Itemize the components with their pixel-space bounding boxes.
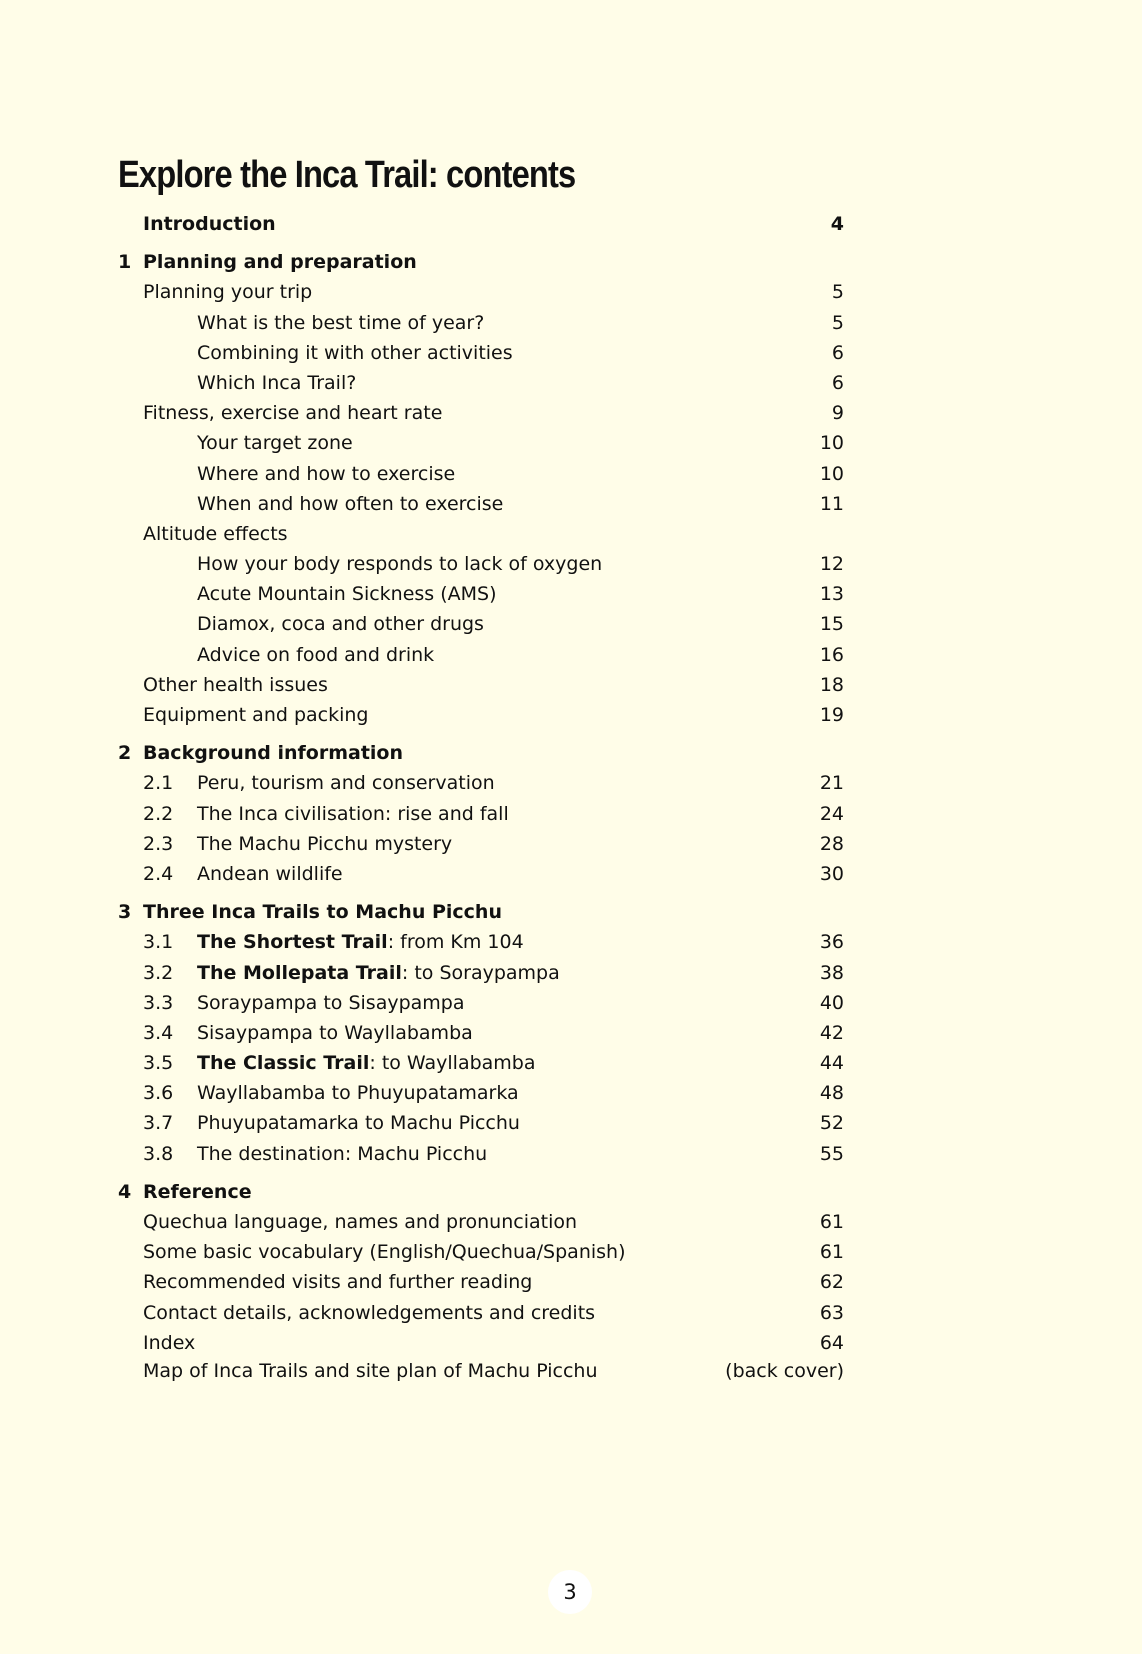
toc-entry-title-bold: The Classic Trail bbox=[197, 1052, 370, 1075]
toc-entry bbox=[118, 579, 844, 609]
toc-entry-title bbox=[197, 368, 356, 398]
toc-entry-title bbox=[143, 1177, 252, 1207]
toc-entry-title-text: Acute Mountain Sickness (AMS) bbox=[197, 583, 497, 606]
toc-section-heading bbox=[118, 897, 844, 927]
toc-entry-page: 38 bbox=[819, 961, 844, 984]
toc-entry bbox=[118, 640, 844, 670]
toc-entry bbox=[118, 1267, 844, 1297]
toc-entry-page: 52 bbox=[819, 1112, 844, 1135]
toc-entry-page: 64 bbox=[819, 1331, 844, 1354]
toc-entry-title-text: Combining it with other activities bbox=[197, 341, 513, 364]
toc-entry bbox=[118, 1078, 844, 1108]
toc-entry bbox=[118, 1108, 844, 1138]
toc-entry-title-text: Andean wildlife bbox=[197, 862, 343, 885]
toc-entry-page: 61 bbox=[819, 1241, 844, 1264]
toc-entry-title bbox=[197, 640, 434, 670]
toc-entry bbox=[118, 398, 844, 428]
toc-entry-title-text: The destination: Machu Picchu bbox=[197, 1142, 488, 1165]
toc-entry-title-text: Planning and preparation bbox=[143, 251, 417, 274]
toc-entry bbox=[118, 1048, 844, 1078]
toc-entry-title bbox=[143, 897, 502, 927]
toc-entry-title bbox=[197, 338, 513, 368]
toc-entry-number: 3.5 bbox=[143, 1052, 174, 1075]
toc-entry-number: 3.6 bbox=[143, 1082, 174, 1105]
toc-entry bbox=[118, 799, 844, 829]
toc-entry-title bbox=[197, 799, 509, 829]
toc-entry-number: 3.2 bbox=[143, 961, 174, 984]
toc-entry-page: 4 bbox=[830, 213, 844, 235]
toc-entry-title bbox=[197, 768, 495, 798]
toc-entry-title-text: Reference bbox=[143, 1180, 252, 1203]
toc-entry-number: 2 bbox=[118, 742, 132, 765]
toc-entry-title bbox=[143, 670, 328, 700]
toc-entry-title bbox=[197, 579, 497, 609]
toc-entry-number: 2.2 bbox=[143, 802, 174, 825]
toc-section-heading bbox=[118, 738, 844, 768]
toc-entry-title-text: Peru, tourism and conservation bbox=[197, 772, 495, 795]
toc-entry-page: 40 bbox=[819, 991, 844, 1014]
toc-entry-page: 13 bbox=[819, 583, 844, 606]
toc-entry-title bbox=[197, 958, 560, 988]
toc-entry-number: 3.7 bbox=[143, 1112, 174, 1135]
toc-entry bbox=[118, 1358, 844, 1384]
toc-entry-title-text: : from Km 104 bbox=[387, 931, 524, 954]
toc-entry bbox=[118, 277, 844, 307]
toc-entry-title bbox=[197, 489, 503, 519]
toc-entry bbox=[118, 829, 844, 859]
toc-entry-page: 5 bbox=[831, 311, 844, 334]
toc-entry bbox=[118, 428, 844, 458]
toc-entry-title-text: : to Soraypampa bbox=[401, 961, 560, 984]
toc-entry-title bbox=[197, 1108, 520, 1138]
toc-entry-page: 62 bbox=[819, 1271, 844, 1294]
toc-entry bbox=[118, 1207, 844, 1237]
toc-entry bbox=[118, 1237, 844, 1267]
toc-entry-page: 16 bbox=[819, 643, 844, 666]
toc-entry-title bbox=[143, 1207, 577, 1237]
toc-entry-page: 21 bbox=[819, 772, 844, 795]
toc-entry-title bbox=[143, 209, 276, 239]
toc-entry-page: 24 bbox=[819, 802, 844, 825]
toc-entry-page: 15 bbox=[819, 613, 844, 636]
toc-entry bbox=[118, 1139, 844, 1169]
toc-entry-page: 6 bbox=[831, 371, 844, 394]
toc-entry-title-text: Sisaypampa to Wayllabamba bbox=[197, 1021, 473, 1044]
page-number: 3 bbox=[548, 1570, 592, 1614]
toc-entry-title bbox=[197, 308, 484, 338]
toc-entry-page: 42 bbox=[819, 1021, 844, 1044]
toc-entry-title bbox=[197, 829, 452, 859]
toc-entry-title bbox=[197, 927, 524, 957]
toc-entry-page: 6 bbox=[831, 341, 844, 364]
toc-entry-title-text: Your target zone bbox=[197, 432, 353, 455]
toc-entry bbox=[118, 958, 844, 988]
toc-section-heading bbox=[118, 247, 844, 277]
toc-entry-title-text: Fitness, exercise and heart rate bbox=[143, 402, 443, 425]
toc-entry-title-bold: The Mollepata Trail bbox=[197, 961, 402, 984]
toc-entry-page: 28 bbox=[819, 832, 844, 855]
toc-entry-title bbox=[143, 1237, 626, 1267]
toc-entry-title-text: Diamox, coca and other drugs bbox=[197, 613, 484, 636]
toc-entry-title bbox=[143, 1358, 598, 1384]
toc-entry bbox=[118, 368, 844, 398]
toc-entry-title bbox=[143, 738, 403, 768]
toc-entry-number: 4 bbox=[118, 1180, 132, 1203]
toc-entry-number: 1 bbox=[118, 251, 132, 274]
toc-entry-title-text: How your body responds to lack of oxygen bbox=[197, 553, 603, 576]
toc-entry bbox=[118, 308, 844, 338]
toc-entry-title-text: Which Inca Trail? bbox=[197, 371, 357, 394]
toc-entry-title bbox=[143, 398, 442, 428]
toc-entry-title-text: Wayllabamba to Phuyupatamarka bbox=[197, 1082, 519, 1105]
toc-entry-title-text: Equipment and packing bbox=[143, 704, 369, 726]
toc-entry bbox=[118, 549, 844, 579]
toc-entry-title-text: Contact details, acknowledgements and credits bbox=[143, 1301, 596, 1324]
toc-entry bbox=[118, 1298, 844, 1328]
table-of-contents bbox=[118, 209, 844, 1384]
toc-entry-title bbox=[143, 1298, 595, 1328]
toc-entry-title bbox=[197, 1018, 473, 1048]
toc-entry-page: 18 bbox=[819, 673, 844, 696]
toc-entry-title-text: Phuyupatamarka to Machu Picchu bbox=[197, 1112, 520, 1135]
toc-entry-title-text: Soraypampa to Sisaypampa bbox=[197, 991, 465, 1014]
toc-entry-title-text: When and how often to exercise bbox=[197, 492, 504, 515]
toc-entry-title bbox=[197, 428, 353, 458]
toc-entry-title bbox=[143, 700, 369, 730]
toc-entry-page: 10 bbox=[819, 432, 844, 455]
toc-entry-title bbox=[197, 459, 455, 489]
toc-entry-title bbox=[197, 609, 484, 639]
toc-entry bbox=[118, 700, 844, 730]
toc-entry-page: 61 bbox=[819, 1211, 844, 1233]
toc-entry bbox=[118, 459, 844, 489]
toc-entry-page: 30 bbox=[819, 862, 844, 885]
toc-entry-page: 10 bbox=[819, 462, 844, 485]
toc-entry-number: 2.1 bbox=[143, 772, 174, 795]
toc-entry-title-text: Where and how to exercise bbox=[197, 462, 456, 485]
toc-entry-page: 9 bbox=[831, 402, 844, 425]
toc-entry bbox=[118, 1328, 844, 1358]
toc-entry-title bbox=[197, 549, 602, 579]
toc-entry-page: (back cover) bbox=[725, 1359, 844, 1382]
toc-entry bbox=[118, 927, 844, 957]
toc-entry-number: 2.4 bbox=[143, 862, 174, 885]
toc-section-heading bbox=[118, 209, 844, 239]
toc-entry-title-text: Background information bbox=[143, 742, 404, 765]
toc-entry bbox=[118, 1018, 844, 1048]
toc-section-heading bbox=[118, 1177, 844, 1207]
toc-entry-page: 12 bbox=[819, 553, 844, 576]
toc-entry bbox=[118, 988, 844, 1018]
toc-entry bbox=[118, 859, 844, 889]
toc-entry-title bbox=[197, 1078, 519, 1108]
toc-entry bbox=[118, 670, 844, 700]
toc-entry-title bbox=[143, 1328, 195, 1358]
toc-entry-title-text: What is the best time of year? bbox=[197, 311, 485, 334]
toc-entry-title bbox=[197, 859, 343, 889]
toc-entry-number: 3.1 bbox=[143, 931, 174, 954]
toc-entry-title-text: Advice on food and drink bbox=[197, 643, 435, 666]
toc-entry-title bbox=[143, 247, 417, 277]
toc-entry-title bbox=[197, 988, 465, 1018]
toc-entry bbox=[118, 519, 844, 549]
toc-entry-number: 2.3 bbox=[143, 832, 174, 855]
toc-entry-title-text: : to Wayllabamba bbox=[369, 1052, 536, 1075]
toc-entry-title-text: Planning your trip bbox=[143, 281, 313, 304]
toc-entry-title-bold: The Shortest Trail bbox=[197, 931, 388, 954]
toc-entry-title-text: Three Inca Trails to Machu Picchu bbox=[143, 901, 502, 924]
page-title: Explore the Inca Trail: contents bbox=[118, 154, 576, 196]
toc-entry-page: 63 bbox=[819, 1301, 844, 1324]
toc-entry-title-text: Some basic vocabulary (English/Quechua/Spanish) bbox=[143, 1241, 626, 1264]
toc-entry-title-text: Altitude effects bbox=[143, 522, 288, 545]
toc-entry-page: 44 bbox=[819, 1052, 844, 1075]
toc-entry-title bbox=[143, 277, 312, 307]
toc-entry-title-text: Quechua language, names and pronunciation bbox=[143, 1211, 578, 1233]
toc-entry-title bbox=[143, 519, 288, 549]
toc-entry bbox=[118, 609, 844, 639]
toc-entry-title-text: Index bbox=[143, 1331, 196, 1354]
toc-entry-title-text: The Machu Picchu mystery bbox=[197, 832, 453, 855]
toc-entry-title bbox=[197, 1048, 536, 1078]
toc-entry-title bbox=[143, 1267, 532, 1297]
toc-entry-page: 48 bbox=[819, 1082, 844, 1105]
toc-entry-page: 19 bbox=[819, 704, 844, 726]
toc-entry-title-text: Other health issues bbox=[143, 673, 328, 696]
toc-entry-number: 3 bbox=[118, 901, 132, 924]
toc-entry-title-text: The Inca civilisation: rise and fall bbox=[197, 802, 509, 825]
toc-entry-page: 36 bbox=[819, 931, 844, 954]
toc-entry-number: 3.4 bbox=[143, 1021, 174, 1044]
toc-entry-number: 3.8 bbox=[143, 1142, 174, 1165]
toc-entry-title bbox=[197, 1139, 487, 1169]
toc-entry-title-text: Introduction bbox=[143, 213, 276, 235]
toc-entry bbox=[118, 338, 844, 368]
toc-entry-page: 55 bbox=[819, 1142, 844, 1165]
toc-entry bbox=[118, 768, 844, 798]
toc-entry-number: 3.3 bbox=[143, 991, 174, 1014]
toc-entry bbox=[118, 489, 844, 519]
toc-entry-title-text: Map of Inca Trails and site plan of Machu Picchu bbox=[143, 1359, 598, 1382]
toc-entry-page: 5 bbox=[831, 281, 844, 304]
toc-entry-page: 11 bbox=[819, 492, 844, 515]
toc-entry-title-text: Recommended visits and further reading bbox=[143, 1271, 533, 1294]
